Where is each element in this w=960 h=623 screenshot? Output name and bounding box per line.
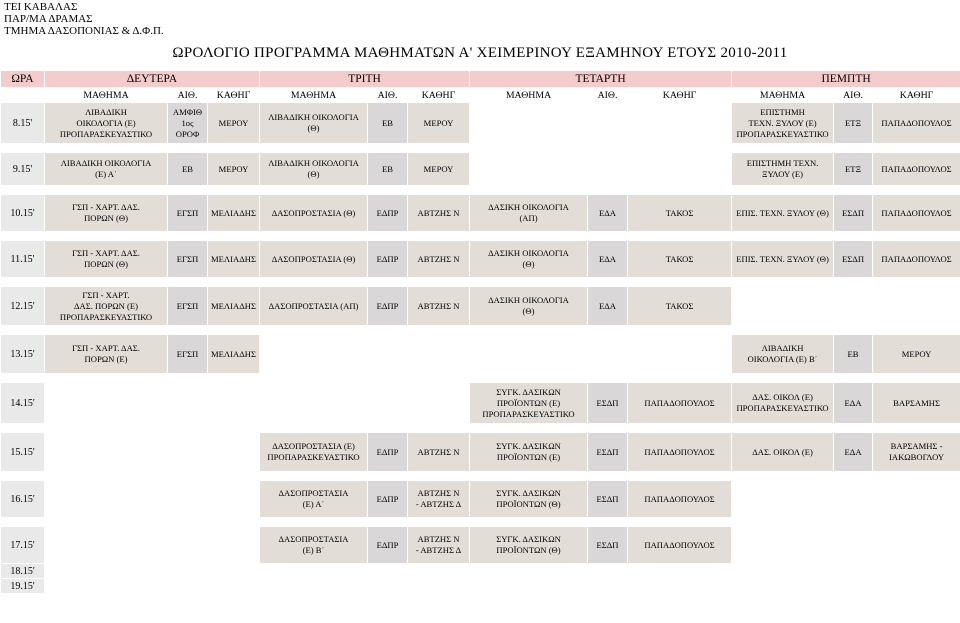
- room-cell: [834, 481, 873, 518]
- time-slot: 10.15': [1, 195, 45, 232]
- time-slot: 16.15': [1, 481, 45, 518]
- table-row: [1, 564, 960, 579]
- spacer-cell: [1, 472, 960, 481]
- time-slot: 12.15': [1, 287, 45, 326]
- teacher-cell: [408, 335, 470, 374]
- empty-cell: [208, 564, 260, 579]
- subject-cell: [260, 335, 368, 374]
- room-cell: ΕΔΠΡ: [368, 481, 408, 518]
- subject-column-header: ΜΑΘΗΜΑ: [260, 88, 368, 103]
- empty-cell: [368, 564, 408, 579]
- teacher-cell: ΑΒΤΖΗΣ Ν - ΑΒΤΖΗΣ Δ: [408, 527, 470, 564]
- room-cell: ΕΣΔΠ: [588, 383, 628, 424]
- empty-cell: [208, 579, 260, 594]
- subject-cell: ΛΙΒΑΔΙΚΗ ΟΙΚΟΛΟΓΙΑ (Θ): [260, 153, 368, 186]
- room-cell: ΕΓΣΠ: [168, 287, 208, 326]
- table-row: [1, 383, 960, 424]
- subject-cell: ΔΑΣΙΚΗ ΟΙΚΟΛΟΓΙΑ (Θ): [470, 241, 588, 278]
- spacer-cell: [1, 326, 960, 335]
- subject-cell: [732, 481, 834, 518]
- teacher-cell: ΒΑΡΣΑΜΗΣ: [873, 383, 960, 424]
- empty-cell: [260, 564, 368, 579]
- teacher-cell: ΜΕΛΙΑΔΗΣ: [208, 195, 260, 232]
- room-cell: [588, 153, 628, 186]
- teacher-cell: [628, 153, 732, 186]
- teacher-cell: ΑΒΤΖΗΣ Ν: [408, 287, 470, 326]
- room-column-header: ΑΙΘ.: [834, 88, 873, 103]
- teacher-cell: ΜΕΛΙΑΔΗΣ: [208, 335, 260, 374]
- page-title: ΩΡΟΛΟΓΙΟ ΠΡΟΓΡΑΜΜΑ ΜΑΘΗΜΑΤΩΝ Α' ΧΕΙΜΕΡΙΝΟΥ ΕΞΑΜΗΝΟΥ ΕΤΟΥΣ 2010-2011: [172, 45, 788, 61]
- subject-cell: ΣΥΓΚ. ΔΑΣΙΚΩΝ ΠΡΟΪΟΝΤΩΝ (Θ): [470, 527, 588, 564]
- room-cell: [588, 335, 628, 374]
- table-row: [1, 287, 960, 326]
- teacher-column-header: ΚΑΘΗΓ: [408, 88, 470, 103]
- spacer-cell: [1, 374, 960, 383]
- room-cell: [168, 527, 208, 564]
- room-column-header: ΑΙΘ.: [588, 88, 628, 103]
- row-spacer: [1, 424, 960, 433]
- subject-cell: ΣΥΓΚ. ΔΑΣΙΚΩΝ ΠΡΟΪΟΝΤΩΝ (Ε) ΠΡΟΠΑΡΑΣΚΕΥΑΣΤΙΚΟ: [470, 383, 588, 424]
- table-row: [1, 103, 960, 144]
- empty-cell: [260, 579, 368, 594]
- teacher-column-header: ΚΑΘΗΓ: [628, 88, 732, 103]
- empty-cell: [628, 579, 732, 594]
- time-slot: 13.15': [1, 335, 45, 374]
- room-cell: ΕΣΔΠ: [588, 433, 628, 472]
- row-spacer: [1, 278, 960, 287]
- empty-cell: [168, 564, 208, 579]
- subject-cell: ΕΠΙΣ. ΤΕΧΝ. ΞΥΛΟΥ (Θ): [732, 241, 834, 278]
- subject-cell: ΓΣΠ - ΧΑΡΤ. ΔΑΣ. ΠΟΡΩΝ (Ε): [45, 335, 168, 374]
- row-spacer: [1, 144, 960, 153]
- institution-header: [0, 0, 960, 37]
- empty-cell: [470, 564, 588, 579]
- room-cell: ΕΔΑ: [834, 433, 873, 472]
- room-cell: [368, 383, 408, 424]
- time-slot: 19.15': [1, 579, 45, 594]
- teacher-cell: ΜΕΛΙΑΔΗΣ: [208, 241, 260, 278]
- time-slot: 17.15': [1, 527, 45, 564]
- room-cell: ΕΣΔΠ: [588, 527, 628, 564]
- room-cell: ΕΓΣΠ: [168, 195, 208, 232]
- table-row: [1, 527, 960, 564]
- subject-cell: [470, 103, 588, 144]
- subject-cell: ΔΑΣ. ΟΙΚΟΛ (Ε) ΠΡΟΠΑΡΑΣΚΕΥΑΣΤΙΚΟ: [732, 383, 834, 424]
- subject-column-header: ΜΑΘΗΜΑ: [45, 88, 168, 103]
- subject-cell: ΔΑΣΙΚΗ ΟΙΚΟΛΟΓΙΑ (ΑΠ): [470, 195, 588, 232]
- room-cell: ΕΔΠΡ: [368, 241, 408, 278]
- teacher-cell: [208, 481, 260, 518]
- empty-cell: [873, 579, 960, 594]
- spacer-cell: [1, 278, 960, 287]
- room-cell: [588, 103, 628, 144]
- empty-cell: [628, 564, 732, 579]
- spacer-cell: [1, 144, 960, 153]
- subject-cell: ΔΑΣΙΚΗ ΟΙΚΟΛΟΓΙΑ (Θ): [470, 287, 588, 326]
- row-spacer: [1, 374, 960, 383]
- room-cell: ΕΤΞ: [834, 103, 873, 144]
- teacher-cell: [208, 383, 260, 424]
- day-header: ΠΕΜΠΤΗ: [732, 71, 960, 88]
- empty-cell: [408, 564, 470, 579]
- room-cell: ΑΜΦΙΘ 1ος ΟΡΟΦ: [168, 103, 208, 144]
- empty-cell: [834, 564, 873, 579]
- subject-cell: [45, 481, 168, 518]
- row-spacer: [1, 232, 960, 241]
- room-column-header: ΑΙΘ.: [168, 88, 208, 103]
- subject-cell: [732, 287, 834, 326]
- teacher-cell: ΠΑΠΑΔΟΠΟΥΛΟΣ: [873, 153, 960, 186]
- room-cell: [168, 433, 208, 472]
- subject-cell: ΓΣΠ - ΧΑΡΤ. ΔΑΣ. ΠΟΡΩΝ (Ε) ΠΡΟΠΑΡΑΣΚΕΥΑΣΤΙΚΟ: [45, 287, 168, 326]
- column-header-row: [1, 88, 960, 103]
- teacher-cell: ΜΕΛΙΑΔΗΣ: [208, 287, 260, 326]
- room-cell: ΕΔΠΡ: [368, 195, 408, 232]
- spacer-cell: [1, 232, 960, 241]
- teacher-cell: ΒΑΡΣΑΜΗΣ - ΙΑΚΩΒΟΓΛΟΥ: [873, 433, 960, 472]
- teacher-cell: ΠΑΠΑΔΟΠΟΥΛΟΣ: [628, 481, 732, 518]
- teacher-column-header: ΚΑΘΗΓ: [208, 88, 260, 103]
- time-header: ΩΡΑ: [1, 71, 45, 88]
- day-header: ΤΕΤΑΡΤΗ: [470, 71, 732, 88]
- teacher-cell: [408, 383, 470, 424]
- empty-cell: [45, 579, 168, 594]
- room-cell: ΕΣΔΠ: [834, 195, 873, 232]
- empty-cell: [834, 579, 873, 594]
- empty-cell: [588, 564, 628, 579]
- teacher-cell: ΑΒΤΖΗΣ Ν: [408, 433, 470, 472]
- teacher-cell: ΜΕΡΟΥ: [208, 153, 260, 186]
- subject-cell: [45, 527, 168, 564]
- empty-cell: [408, 579, 470, 594]
- room-cell: [168, 481, 208, 518]
- room-cell: ΕΒ: [368, 153, 408, 186]
- spacer-cell: [1, 424, 960, 433]
- subject-cell: ΛΙΒΑΔΙΚΗ ΟΙΚΟΛΟΓΙΑ (Ε) ΠΡΟΠΑΡΑΣΚΕΥΑΣΤΙΚΟ: [45, 103, 168, 144]
- room-cell: [168, 383, 208, 424]
- teacher-cell: ΤΑΚΟΣ: [628, 241, 732, 278]
- room-cell: ΕΔΑ: [588, 241, 628, 278]
- teacher-cell: ΤΑΚΟΣ: [628, 287, 732, 326]
- row-spacer: [1, 326, 960, 335]
- teacher-cell: ΜΕΡΟΥ: [408, 103, 470, 144]
- teacher-cell: [628, 335, 732, 374]
- teacher-column-header: ΚΑΘΗΓ: [873, 88, 960, 103]
- time-slot: 11.15': [1, 241, 45, 278]
- room-cell: ΕΣΔΠ: [588, 481, 628, 518]
- teacher-cell: ΠΑΠΑΔΟΠΟΥΛΟΣ: [873, 103, 960, 144]
- spacer-cell: [1, 518, 960, 527]
- subject-cell: ΔΑΣ. ΟΙΚΟΛ (Ε): [732, 433, 834, 472]
- subject-cell: ΔΑΣΟΠΡΟΣΤΑΣΙΑ (Θ): [260, 195, 368, 232]
- teacher-cell: [873, 287, 960, 326]
- teacher-cell: ΑΒΤΖΗΣ Ν - ΑΒΤΖΗΣ Δ: [408, 481, 470, 518]
- table-row: [1, 481, 960, 518]
- empty-cell: [588, 579, 628, 594]
- branch-line: ΠΑΡ/ΜΑ ΔΡΑΜΑΣ: [4, 13, 93, 25]
- subject-cell: ΕΠΙΣΤΗΜΗ ΤΕΧΝ. ΞΥΛΟΥ (Ε) ΠΡΟΠΑΡΑΣΚΕΥΑΣΤΙΚΟ: [732, 103, 834, 144]
- subject-cell: ΔΑΣΟΠΡΟΣΤΑΣΙΑ (ΑΠ): [260, 287, 368, 326]
- subject-cell: ΛΙΒΑΔΙΚΗ ΟΙΚΟΛΟΓΙΑ (Θ): [260, 103, 368, 144]
- room-cell: ΕΔΑ: [588, 195, 628, 232]
- room-cell: ΕΤΞ: [834, 153, 873, 186]
- empty-cell: [470, 579, 588, 594]
- room-cell: ΕΒ: [168, 153, 208, 186]
- table-row: [1, 241, 960, 278]
- time-subheader: [1, 88, 45, 103]
- table-row: [1, 335, 960, 374]
- row-spacer: [1, 472, 960, 481]
- subject-cell: ΔΑΣΟΠΡΟΣΤΑΣΙΑ (Θ): [260, 241, 368, 278]
- spacer-cell: [1, 186, 960, 195]
- room-column-header: ΑΙΘ.: [368, 88, 408, 103]
- teacher-cell: ΜΕΡΟΥ: [873, 335, 960, 374]
- subject-cell: ΓΣΠ - ΧΑΡΤ. ΔΑΣ. ΠΟΡΩΝ (Θ): [45, 241, 168, 278]
- day-header-row: [1, 71, 960, 88]
- empty-cell: [45, 564, 168, 579]
- day-header: ΔΕΥΤΕΡΑ: [45, 71, 260, 88]
- teacher-cell: ΠΑΠΑΔΟΠΟΥΛΟΣ: [628, 383, 732, 424]
- subject-cell: ΣΥΓΚ. ΔΑΣΙΚΩΝ ΠΡΟΪΟΝΤΩΝ (Θ): [470, 481, 588, 518]
- teacher-cell: ΤΑΚΟΣ: [628, 195, 732, 232]
- subject-cell: [470, 153, 588, 186]
- room-cell: ΕΒ: [368, 103, 408, 144]
- empty-cell: [168, 579, 208, 594]
- room-cell: [368, 335, 408, 374]
- subject-column-header: ΜΑΘΗΜΑ: [470, 88, 588, 103]
- room-cell: ΕΔΠΡ: [368, 287, 408, 326]
- teacher-cell: [208, 527, 260, 564]
- subject-cell: ΛΙΒΑΔΙΚΗ ΟΙΚΟΛΟΓΙΑ (Ε) Β΄: [732, 335, 834, 374]
- department-line: ΤΜΗΜΑ ΔΑΣΟΠΟΝΙΑΣ & Δ.Φ.Π.: [4, 25, 164, 37]
- subject-cell: [45, 383, 168, 424]
- teacher-cell: ΜΕΡΟΥ: [208, 103, 260, 144]
- room-cell: ΕΔΠΡ: [368, 433, 408, 472]
- teacher-cell: [873, 481, 960, 518]
- subject-column-header: ΜΑΘΗΜΑ: [732, 88, 834, 103]
- row-spacer: [1, 186, 960, 195]
- time-slot: 14.15': [1, 383, 45, 424]
- subject-cell: ΔΑΣΟΠΡΟΣΤΑΣΙΑ (Ε) Α΄: [260, 481, 368, 518]
- institution-line: ΤΕΙ ΚΑΒΑΛΑΣ: [4, 1, 78, 13]
- room-cell: ΕΓΣΠ: [168, 335, 208, 374]
- timetable: [0, 70, 960, 594]
- teacher-cell: [208, 433, 260, 472]
- empty-cell: [873, 564, 960, 579]
- teacher-cell: [628, 103, 732, 144]
- day-header: ΤΡΙΤΗ: [260, 71, 470, 88]
- table-row: [1, 433, 960, 472]
- row-spacer: [1, 518, 960, 527]
- time-slot: 8.15': [1, 103, 45, 144]
- subject-cell: ΔΑΣΟΠΡΟΣΤΑΣΙΑ (Ε) Β΄: [260, 527, 368, 564]
- room-cell: [834, 287, 873, 326]
- time-slot: 18.15': [1, 564, 45, 579]
- teacher-cell: ΠΑΠΑΔΟΠΟΥΛΟΣ: [628, 433, 732, 472]
- subject-cell: ΕΠΙΣ. ΤΕΧΝ. ΞΥΛΟΥ (Θ): [732, 195, 834, 232]
- table-row: [1, 153, 960, 186]
- empty-cell: [732, 564, 834, 579]
- room-cell: ΕΔΠΡ: [368, 527, 408, 564]
- time-slot: 15.15': [1, 433, 45, 472]
- teacher-cell: [873, 527, 960, 564]
- room-cell: ΕΒ: [834, 335, 873, 374]
- teacher-cell: ΠΑΠΑΔΟΠΟΥΛΟΣ: [873, 241, 960, 278]
- subject-cell: ΣΥΓΚ. ΔΑΣΙΚΩΝ ΠΡΟΪΟΝΤΩΝ (Ε): [470, 433, 588, 472]
- subject-cell: [732, 527, 834, 564]
- teacher-cell: ΠΑΠΑΔΟΠΟΥΛΟΣ: [873, 195, 960, 232]
- table-row: [1, 195, 960, 232]
- subject-cell: ΛΙΒΑΔΙΚΗ ΟΙΚΟΛΟΓΙΑ (Ε) Α΄: [45, 153, 168, 186]
- table-row: [1, 579, 960, 594]
- teacher-cell: ΑΒΤΖΗΣ Ν: [408, 241, 470, 278]
- room-cell: ΕΓΣΠ: [168, 241, 208, 278]
- subject-cell: [45, 433, 168, 472]
- subject-cell: ΕΠΙΣΤΗΜΗ ΤΕΧΝ. ΞΥΛΟΥ (Ε): [732, 153, 834, 186]
- room-cell: ΕΔΑ: [834, 383, 873, 424]
- subject-cell: [260, 383, 368, 424]
- room-cell: ΕΔΑ: [588, 287, 628, 326]
- teacher-cell: ΑΒΤΖΗΣ Ν: [408, 195, 470, 232]
- time-slot: 9.15': [1, 153, 45, 186]
- subject-cell: ΓΣΠ - ΧΑΡΤ. ΔΑΣ. ΠΟΡΩΝ (Θ): [45, 195, 168, 232]
- teacher-cell: ΠΑΠΑΔΟΠΟΥΛΟΣ: [628, 527, 732, 564]
- empty-cell: [732, 579, 834, 594]
- empty-cell: [368, 579, 408, 594]
- subject-cell: ΔΑΣΟΠΡΟΣΤΑΣΙΑ (Ε) ΠΡΟΠΑΡΑΣΚΕΥΑΣΤΙΚΟ: [260, 433, 368, 472]
- subject-cell: [470, 335, 588, 374]
- teacher-cell: ΜΕΡΟΥ: [408, 153, 470, 186]
- room-cell: ΕΣΔΠ: [834, 241, 873, 278]
- room-cell: [834, 527, 873, 564]
